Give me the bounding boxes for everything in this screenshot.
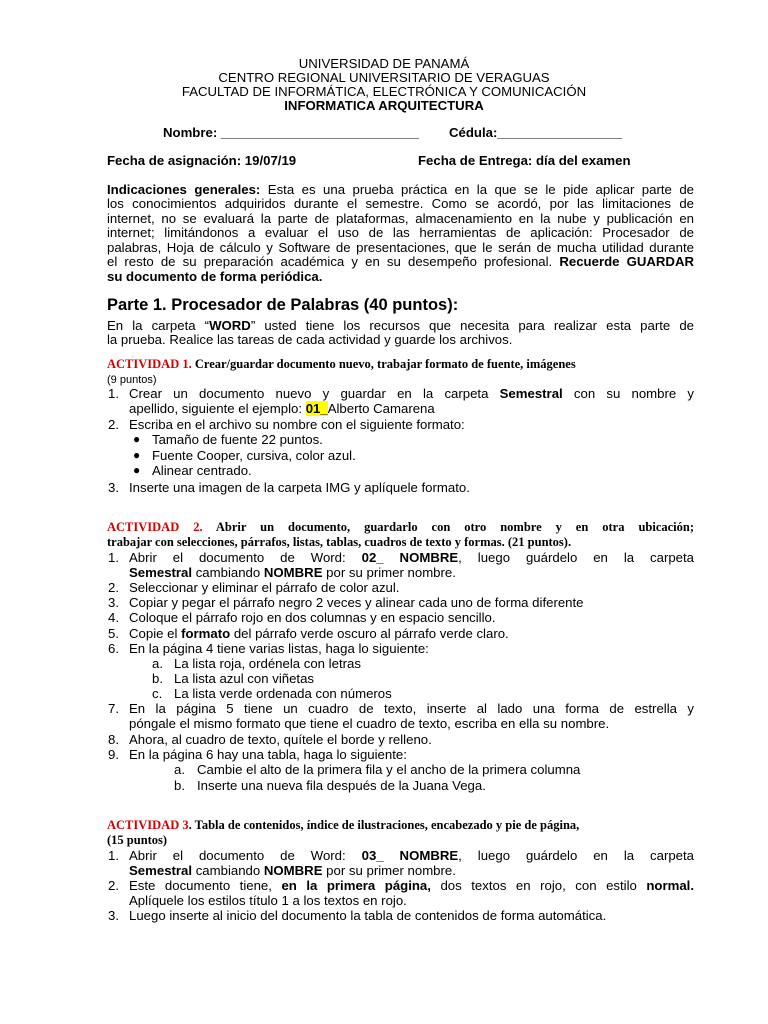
list-number: 1. <box>108 550 119 565</box>
act2-item-5: Copie el formato del párrafo verde oscuro al párrafo verde claro. <box>129 626 509 641</box>
list-number: 2. <box>108 417 119 432</box>
list-number: 8. <box>108 732 119 747</box>
act3-item-2-cont: Aplíquele los estilos título 1 a los textos en rojo. <box>129 893 407 908</box>
act2-item-1: Abrir el documento de Word: 02_ NOMBRE, luego guárdelo en la carpeta <box>129 550 695 565</box>
act1-item-1: Crear un documento nuevo y guardar en la carpeta Semestral con su nombre y <box>129 386 695 401</box>
parte1-title: Parte 1. Procesador de Palabras (40 puntos): <box>107 296 459 314</box>
faculty-name: FACULTAD DE INFORMÁTICA, ELECTRÓNICA Y COMUNICACIÓN <box>181 84 587 99</box>
list-number: 7. <box>108 701 119 716</box>
actividad1-heading: ACTIVIDAD 1. Crear/guardar documento nuevo, trabajar formato de fuente, imágenes <box>107 357 576 371</box>
actividad2-heading-cont: trabajar con selecciones, párrafos, listas, tablas, cuadros de texto y formas. (21 puntos). <box>107 535 572 549</box>
act2-item-4: Coloque el párrafo rojo en dos columnas y en espacio sencillo. <box>129 610 496 625</box>
act3-item-3: Luego inserte al inicio del documento la tabla de contenidos de forma automática. <box>129 908 607 923</box>
actividad2-heading: ACTIVIDAD 2. Abrir un documento, guardarlo con otro nombre y en otra ubicación; <box>107 520 695 534</box>
act2-table-b: Inserte una nueva fila después de la Juana Vega. <box>197 778 486 793</box>
act2-item-8: Ahora, al cuadro de texto, quítele el borde y relleno. <box>129 732 432 747</box>
indicaciones-line-2: los conocimientos adquiridos durante el semestre. Como se acordó, por las limitaciones de <box>107 196 694 211</box>
list-letter: b. <box>174 778 185 793</box>
act2-item-2: Seleccionar y eliminar el párrafo de color azul. <box>129 580 400 595</box>
act1-bullet-1: Tamaño de fuente 22 puntos. <box>152 432 323 447</box>
indicaciones-line-4: internet; limitándonos a evaluar el uso de las herramientas de aplicación: Procesador de <box>107 225 694 240</box>
act3-item-1-cont: Semestral cambiando NOMBRE por su primer nombre. <box>129 863 456 878</box>
list-number: 1. <box>108 386 119 401</box>
course-title: INFORMATICA ARQUITECTURA <box>284 98 484 113</box>
list-letter: a. <box>152 656 163 671</box>
list-number: 4. <box>108 610 119 625</box>
act1-item-1-cont: apellido, siguiente el ejemplo: 01_Alberto Camarena <box>129 401 435 416</box>
indicaciones-line-7: su documento de forma periódica. <box>107 269 323 284</box>
fecha-entrega: Fecha de Entrega: día del examen <box>418 153 631 168</box>
list-letter: c. <box>152 686 163 701</box>
list-letter: a. <box>174 762 185 777</box>
act2-sub-a: La lista roja, ordénela con letras <box>174 656 361 671</box>
act1-item-3: Inserte una imagen de la carpeta IMG y aplíquele formato. <box>129 480 470 495</box>
list-number: 5. <box>108 626 119 641</box>
list-number: 2. <box>108 878 119 893</box>
indicaciones-line-5: palabras, Hoja de cálculo y Software de presentaciones, que le serán de mucha utilidad durante <box>107 240 694 255</box>
indicaciones-line-6: el resto de su preparación académica y en su desempeño profesional. Recuerde GUARDAR <box>107 254 694 269</box>
list-number: 3. <box>108 480 119 495</box>
act2-item-3: Copiar y pegar el párrafo negro 2 veces y alinear cada uno de forma diferente <box>129 595 584 610</box>
list-number: 3. <box>108 908 119 923</box>
act3-item-2: Este documento tiene, en la primera página, dos textos en rojo, con estilo normal. <box>129 878 695 893</box>
act1-bullet-2: Fuente Cooper, cursiva, color azul. <box>152 448 356 463</box>
act2-item-1-cont: Semestral cambiando NOMBRE por su primer nombre. <box>129 565 456 580</box>
list-letter: b. <box>152 671 163 686</box>
regional-center: CENTRO REGIONAL UNIVERSITARIO DE VERAGUAS <box>218 70 550 85</box>
bullet-icon: ● <box>133 432 141 446</box>
fecha-asignacion: Fecha de asignación: 19/07/19 <box>107 153 297 168</box>
actividad1-points: (9 puntos) <box>107 374 157 386</box>
list-number: 1. <box>108 848 119 863</box>
parte1-line-1: En la carpeta “WORD” usted tiene los recursos que necesita para realizar esta parte de <box>107 318 695 333</box>
act3-item-1: Abrir el documento de Word: 03_ NOMBRE, luego guárdelo en la carpeta <box>129 848 695 863</box>
bullet-icon: ● <box>133 448 141 462</box>
act2-item-7: En la página 5 tiene un cuadro de texto, inserte al lado una forma de estrella y <box>129 701 694 716</box>
list-number: 9. <box>108 747 119 762</box>
list-number: 6. <box>108 641 119 656</box>
bullet-icon: ● <box>133 463 141 477</box>
act1-item-2: Escriba en el archivo su nombre con el siguiente formato: <box>129 417 465 432</box>
act2-table-a: Cambie el alto de la primera fila y el ancho de la primera columna <box>197 762 581 777</box>
act2-item-9: En la página 6 hay una tabla, haga lo siguiente: <box>129 747 407 762</box>
nombre-field: Nombre: ___________________________ <box>163 125 419 140</box>
act2-sub-c: La lista verde ordenada con números <box>174 686 392 701</box>
indicaciones-line-1: Indicaciones generales: Esta es una prueba práctica en la que se le pide aplicar parte de <box>107 182 694 197</box>
actividad3-points: (15 puntos) <box>107 833 168 847</box>
act2-item-7-cont: póngale el mismo formato que tiene el cuadro de texto, escriba en ella su nombre. <box>129 716 610 731</box>
indicaciones-line-3: internet, no se evaluará la parte de plataformas, almacenamiento en la nube y publicación en <box>107 211 694 226</box>
list-number: 2. <box>108 580 119 595</box>
list-number: 3. <box>108 595 119 610</box>
parte1-line-2: la prueba. Realice las tareas de cada actividad y guarde los archivos. <box>107 332 513 347</box>
act2-sub-b: La lista azul con viñetas <box>174 671 315 686</box>
actividad3-heading: ACTIVIDAD 3. Tabla de contenidos, índice de ilustraciones, encabezado y pie de página, <box>107 818 580 832</box>
act2-item-6: En la página 4 tiene varias listas, haga lo siguiente: <box>129 641 429 656</box>
act1-bullet-3: Alinear centrado. <box>152 463 252 478</box>
university-name: UNIVERSIDAD DE PANAMÁ <box>298 56 470 71</box>
cedula-field: Cédula:_________________ <box>449 125 623 140</box>
